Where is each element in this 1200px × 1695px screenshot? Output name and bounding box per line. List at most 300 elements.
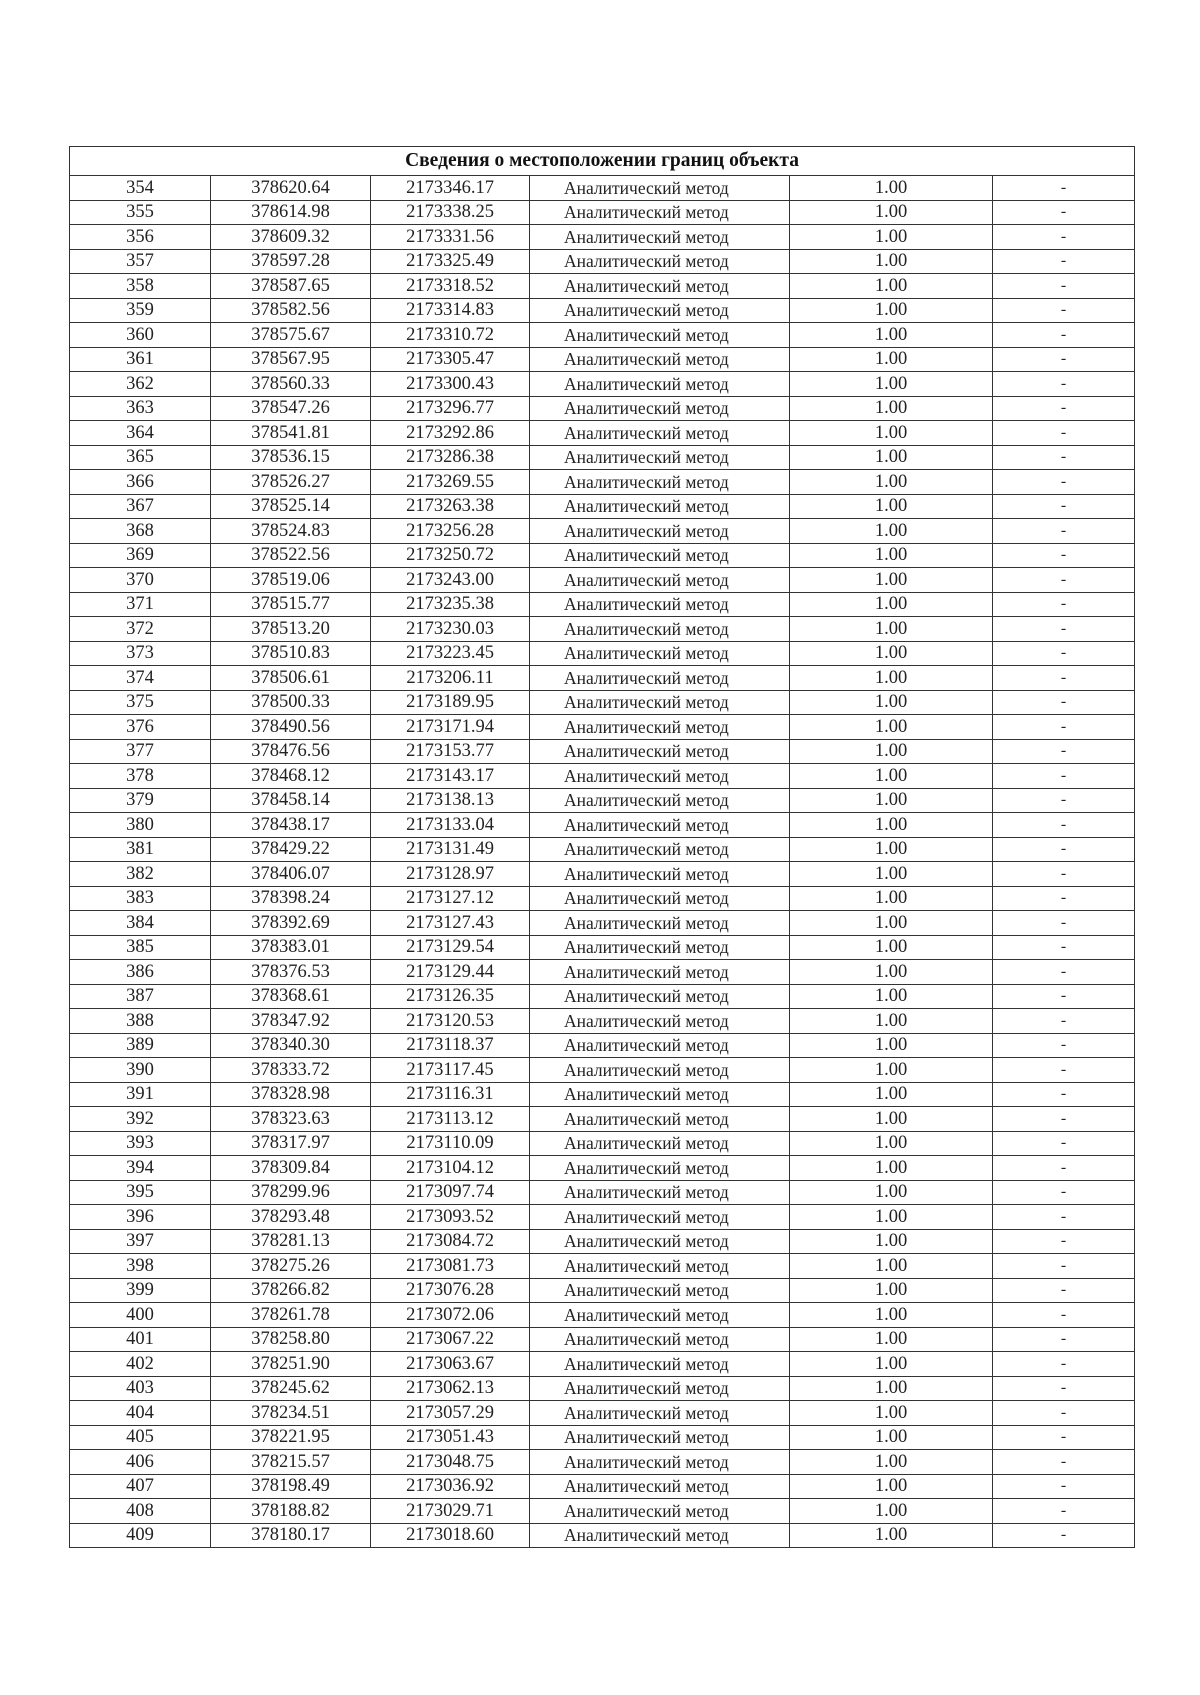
note-cell: - [993,1205,1135,1230]
method-cell: Аналитический метод [530,1254,790,1279]
y-coordinate-cell: 2173113.12 [371,1107,530,1132]
x-coordinate-cell: 378347.92 [211,1009,371,1034]
accuracy-cell: 1.00 [790,715,993,740]
point-number-cell: 400 [70,1303,211,1328]
x-coordinate-cell: 378522.56 [211,543,371,568]
point-number-cell: 386 [70,960,211,985]
point-number-cell: 374 [70,666,211,691]
y-coordinate-cell: 2173256.28 [371,519,530,544]
y-coordinate-cell: 2173110.09 [371,1131,530,1156]
x-coordinate-cell: 378317.97 [211,1131,371,1156]
point-number-cell: 378 [70,764,211,789]
accuracy-cell: 1.00 [790,372,993,397]
y-coordinate-cell: 2173250.72 [371,543,530,568]
table-row [70,396,1135,421]
note-cell: - [993,1009,1135,1034]
y-coordinate-cell: 2173120.53 [371,1009,530,1034]
point-number-cell: 358 [70,274,211,299]
x-coordinate-cell: 378620.64 [211,176,371,201]
y-coordinate-cell: 2173029.71 [371,1499,530,1524]
table-row [70,1009,1135,1034]
method-cell: Аналитический метод [530,1180,790,1205]
y-coordinate-cell: 2173314.83 [371,298,530,323]
x-coordinate-cell: 378500.33 [211,690,371,715]
point-number-cell: 371 [70,592,211,617]
x-coordinate-cell: 378293.48 [211,1205,371,1230]
method-cell: Аналитический метод [530,1009,790,1034]
accuracy-cell: 1.00 [790,1376,993,1401]
point-number-cell: 365 [70,445,211,470]
accuracy-cell: 1.00 [790,543,993,568]
table-row [70,739,1135,764]
note-cell: - [993,1156,1135,1181]
point-number-cell: 375 [70,690,211,715]
table-row [70,1229,1135,1254]
x-coordinate-cell: 378180.17 [211,1523,371,1548]
table-row [70,1474,1135,1499]
accuracy-cell: 1.00 [790,470,993,495]
accuracy-cell: 1.00 [790,1425,993,1450]
method-cell: Аналитический метод [530,543,790,568]
method-cell: Аналитический метод [530,396,790,421]
method-cell: Аналитический метод [530,935,790,960]
point-number-cell: 373 [70,641,211,666]
method-cell: Аналитический метод [530,690,790,715]
method-cell: Аналитический метод [530,1401,790,1426]
point-number-cell: 399 [70,1278,211,1303]
y-coordinate-cell: 2173127.12 [371,886,530,911]
table-row [70,617,1135,642]
table-body [70,176,1135,1548]
x-coordinate-cell: 378261.78 [211,1303,371,1328]
note-cell: - [993,421,1135,446]
method-cell: Аналитический метод [530,666,790,691]
y-coordinate-cell: 2173126.35 [371,984,530,1009]
note-cell: - [993,739,1135,764]
accuracy-cell: 1.00 [790,298,993,323]
accuracy-cell: 1.00 [790,1229,993,1254]
note-cell: - [993,617,1135,642]
accuracy-cell: 1.00 [790,739,993,764]
x-coordinate-cell: 378221.95 [211,1425,371,1450]
x-coordinate-cell: 378251.90 [211,1352,371,1377]
table-row [70,225,1135,250]
y-coordinate-cell: 2173129.54 [371,935,530,960]
x-coordinate-cell: 378536.15 [211,445,371,470]
y-coordinate-cell: 2173325.49 [371,249,530,274]
accuracy-cell: 1.00 [790,494,993,519]
table-row [70,323,1135,348]
table-row [70,494,1135,519]
y-coordinate-cell: 2173081.73 [371,1254,530,1279]
point-number-cell: 367 [70,494,211,519]
method-cell: Аналитический метод [530,1450,790,1475]
note-cell: - [993,519,1135,544]
y-coordinate-cell: 2173051.43 [371,1425,530,1450]
y-coordinate-cell: 2173072.06 [371,1303,530,1328]
y-coordinate-cell: 2173129.44 [371,960,530,985]
accuracy-cell: 1.00 [790,1082,993,1107]
point-number-cell: 366 [70,470,211,495]
method-cell: Аналитический метод [530,1278,790,1303]
table-row [70,274,1135,299]
x-coordinate-cell: 378198.49 [211,1474,371,1499]
x-coordinate-cell: 378519.06 [211,568,371,593]
note-cell: - [993,1425,1135,1450]
y-coordinate-cell: 2173018.60 [371,1523,530,1548]
table-row [70,1450,1135,1475]
method-cell: Аналитический метод [530,739,790,764]
note-cell: - [993,813,1135,838]
method-cell: Аналитический метод [530,1523,790,1548]
y-coordinate-cell: 2173318.52 [371,274,530,299]
y-coordinate-cell: 2173206.11 [371,666,530,691]
table-title: Сведения о местоположении границ объекта [70,147,1135,176]
table-row [70,1327,1135,1352]
point-number-cell: 403 [70,1376,211,1401]
method-cell: Аналитический метод [530,470,790,495]
x-coordinate-cell: 378340.30 [211,1033,371,1058]
table-row [70,911,1135,936]
accuracy-cell: 1.00 [790,176,993,201]
note-cell: - [993,445,1135,470]
note-cell: - [993,764,1135,789]
note-cell: - [993,1058,1135,1083]
note-cell: - [993,1523,1135,1548]
note-cell: - [993,176,1135,201]
point-number-cell: 379 [70,788,211,813]
accuracy-cell: 1.00 [790,396,993,421]
point-number-cell: 396 [70,1205,211,1230]
point-number-cell: 392 [70,1107,211,1132]
note-cell: - [993,249,1135,274]
table-row [70,813,1135,838]
method-cell: Аналитический метод [530,1499,790,1524]
x-coordinate-cell: 378234.51 [211,1401,371,1426]
note-cell: - [993,274,1135,299]
note-cell: - [993,347,1135,372]
accuracy-cell: 1.00 [790,1180,993,1205]
note-cell: - [993,837,1135,862]
accuracy-cell: 1.00 [790,862,993,887]
point-number-cell: 404 [70,1401,211,1426]
x-coordinate-cell: 378582.56 [211,298,371,323]
y-coordinate-cell: 2173300.43 [371,372,530,397]
table-row [70,543,1135,568]
accuracy-cell: 1.00 [790,323,993,348]
y-coordinate-cell: 2173305.47 [371,347,530,372]
x-coordinate-cell: 378188.82 [211,1499,371,1524]
method-cell: Аналитический метод [530,617,790,642]
method-cell: Аналитический метод [530,494,790,519]
method-cell: Аналитический метод [530,764,790,789]
point-number-cell: 359 [70,298,211,323]
x-coordinate-cell: 378299.96 [211,1180,371,1205]
point-number-cell: 387 [70,984,211,1009]
x-coordinate-cell: 378215.57 [211,1450,371,1475]
x-coordinate-cell: 378266.82 [211,1278,371,1303]
note-cell: - [993,1278,1135,1303]
method-cell: Аналитический метод [530,1156,790,1181]
note-cell: - [993,862,1135,887]
accuracy-cell: 1.00 [790,1058,993,1083]
x-coordinate-cell: 378245.62 [211,1376,371,1401]
accuracy-cell: 1.00 [790,1107,993,1132]
y-coordinate-cell: 2173048.75 [371,1450,530,1475]
y-coordinate-cell: 2173116.31 [371,1082,530,1107]
note-cell: - [993,960,1135,985]
y-coordinate-cell: 2173143.17 [371,764,530,789]
method-cell: Аналитический метод [530,1425,790,1450]
accuracy-cell: 1.00 [790,1009,993,1034]
y-coordinate-cell: 2173153.77 [371,739,530,764]
y-coordinate-cell: 2173235.38 [371,592,530,617]
x-coordinate-cell: 378323.63 [211,1107,371,1132]
y-coordinate-cell: 2173104.12 [371,1156,530,1181]
y-coordinate-cell: 2173230.03 [371,617,530,642]
method-cell: Аналитический метод [530,1376,790,1401]
x-coordinate-cell: 378398.24 [211,886,371,911]
note-cell: - [993,225,1135,250]
x-coordinate-cell: 378281.13 [211,1229,371,1254]
table-row [70,935,1135,960]
accuracy-cell: 1.00 [790,837,993,862]
method-cell: Аналитический метод [530,274,790,299]
note-cell: - [993,984,1135,1009]
point-number-cell: 380 [70,813,211,838]
table-row [70,568,1135,593]
accuracy-cell: 1.00 [790,1278,993,1303]
note-cell: - [993,1352,1135,1377]
note-cell: - [993,396,1135,421]
note-cell: - [993,568,1135,593]
accuracy-cell: 1.00 [790,1450,993,1475]
y-coordinate-cell: 2173097.74 [371,1180,530,1205]
table-row [70,764,1135,789]
method-cell: Аналитический метод [530,1474,790,1499]
note-cell: - [993,788,1135,813]
accuracy-cell: 1.00 [790,935,993,960]
table-row [70,298,1135,323]
method-cell: Аналитический метод [530,813,790,838]
point-number-cell: 354 [70,176,211,201]
table-row [70,470,1135,495]
x-coordinate-cell: 378438.17 [211,813,371,838]
x-coordinate-cell: 378458.14 [211,788,371,813]
note-cell: - [993,1499,1135,1524]
y-coordinate-cell: 2173296.77 [371,396,530,421]
accuracy-cell: 1.00 [790,1499,993,1524]
note-cell: - [993,1082,1135,1107]
x-coordinate-cell: 378506.61 [211,666,371,691]
table-row [70,837,1135,862]
y-coordinate-cell: 2173171.94 [371,715,530,740]
y-coordinate-cell: 2173131.49 [371,837,530,862]
point-number-cell: 376 [70,715,211,740]
boundary-table [69,146,1135,1548]
note-cell: - [993,543,1135,568]
accuracy-cell: 1.00 [790,641,993,666]
point-number-cell: 370 [70,568,211,593]
method-cell: Аналитический метод [530,1229,790,1254]
method-cell: Аналитический метод [530,445,790,470]
x-coordinate-cell: 378525.14 [211,494,371,519]
table-row [70,1107,1135,1132]
method-cell: Аналитический метод [530,200,790,225]
table-row [70,1180,1135,1205]
table-row [70,1205,1135,1230]
accuracy-cell: 1.00 [790,788,993,813]
x-coordinate-cell: 378376.53 [211,960,371,985]
y-coordinate-cell: 2173063.67 [371,1352,530,1377]
point-number-cell: 393 [70,1131,211,1156]
table-row [70,1131,1135,1156]
table-row [70,1278,1135,1303]
note-cell: - [993,1450,1135,1475]
accuracy-cell: 1.00 [790,666,993,691]
point-number-cell: 362 [70,372,211,397]
table-row [70,176,1135,201]
y-coordinate-cell: 2173127.43 [371,911,530,936]
point-number-cell: 397 [70,1229,211,1254]
table-row [70,347,1135,372]
x-coordinate-cell: 378328.98 [211,1082,371,1107]
table-row [70,1254,1135,1279]
table-row [70,1082,1135,1107]
y-coordinate-cell: 2173223.45 [371,641,530,666]
x-coordinate-cell: 378275.26 [211,1254,371,1279]
x-coordinate-cell: 378513.20 [211,617,371,642]
y-coordinate-cell: 2173036.92 [371,1474,530,1499]
x-coordinate-cell: 378429.22 [211,837,371,862]
accuracy-cell: 1.00 [790,225,993,250]
accuracy-cell: 1.00 [790,519,993,544]
note-cell: - [993,1254,1135,1279]
note-cell: - [993,690,1135,715]
x-coordinate-cell: 378490.56 [211,715,371,740]
table-row [70,862,1135,887]
x-coordinate-cell: 378392.69 [211,911,371,936]
y-coordinate-cell: 2173310.72 [371,323,530,348]
table-row [70,372,1135,397]
note-cell: - [993,1303,1135,1328]
accuracy-cell: 1.00 [790,1327,993,1352]
note-cell: - [993,372,1135,397]
accuracy-cell: 1.00 [790,1131,993,1156]
accuracy-cell: 1.00 [790,592,993,617]
accuracy-cell: 1.00 [790,1523,993,1548]
y-coordinate-cell: 2173128.97 [371,862,530,887]
table-row [70,592,1135,617]
accuracy-cell: 1.00 [790,568,993,593]
x-coordinate-cell: 378597.28 [211,249,371,274]
point-number-cell: 383 [70,886,211,911]
accuracy-cell: 1.00 [790,1401,993,1426]
x-coordinate-cell: 378476.56 [211,739,371,764]
point-number-cell: 385 [70,935,211,960]
note-cell: - [993,470,1135,495]
method-cell: Аналитический метод [530,788,790,813]
y-coordinate-cell: 2173269.55 [371,470,530,495]
point-number-cell: 356 [70,225,211,250]
table-row [70,715,1135,740]
method-cell: Аналитический метод [530,1303,790,1328]
point-number-cell: 401 [70,1327,211,1352]
accuracy-cell: 1.00 [790,960,993,985]
point-number-cell: 364 [70,421,211,446]
method-cell: Аналитический метод [530,1033,790,1058]
point-number-cell: 391 [70,1082,211,1107]
method-cell: Аналитический метод [530,347,790,372]
table-row [70,984,1135,1009]
method-cell: Аналитический метод [530,519,790,544]
accuracy-cell: 1.00 [790,1205,993,1230]
method-cell: Аналитический метод [530,1131,790,1156]
point-number-cell: 402 [70,1352,211,1377]
method-cell: Аналитический метод [530,862,790,887]
table-row [70,690,1135,715]
method-cell: Аналитический метод [530,421,790,446]
y-coordinate-cell: 2173093.52 [371,1205,530,1230]
method-cell: Аналитический метод [530,960,790,985]
accuracy-cell: 1.00 [790,1156,993,1181]
point-number-cell: 390 [70,1058,211,1083]
method-cell: Аналитический метод [530,323,790,348]
method-cell: Аналитический метод [530,298,790,323]
method-cell: Аналитический метод [530,372,790,397]
method-cell: Аналитический метод [530,1205,790,1230]
accuracy-cell: 1.00 [790,1474,993,1499]
point-number-cell: 363 [70,396,211,421]
note-cell: - [993,298,1135,323]
table-row [70,1033,1135,1058]
point-number-cell: 372 [70,617,211,642]
method-cell: Аналитический метод [530,568,790,593]
point-number-cell: 361 [70,347,211,372]
table-row [70,1523,1135,1548]
y-coordinate-cell: 2173286.38 [371,445,530,470]
note-cell: - [993,1474,1135,1499]
accuracy-cell: 1.00 [790,764,993,789]
y-coordinate-cell: 2173263.38 [371,494,530,519]
accuracy-cell: 1.00 [790,200,993,225]
x-coordinate-cell: 378309.84 [211,1156,371,1181]
table-row [70,1425,1135,1450]
accuracy-cell: 1.00 [790,445,993,470]
method-cell: Аналитический метод [530,1058,790,1083]
table-title-row [70,147,1135,176]
table-row [70,960,1135,985]
x-coordinate-cell: 378567.95 [211,347,371,372]
y-coordinate-cell: 2173076.28 [371,1278,530,1303]
table-row [70,1156,1135,1181]
y-coordinate-cell: 2173133.04 [371,813,530,838]
method-cell: Аналитический метод [530,1352,790,1377]
table-row [70,666,1135,691]
table-row [70,249,1135,274]
x-coordinate-cell: 378526.27 [211,470,371,495]
y-coordinate-cell: 2173067.22 [371,1327,530,1352]
note-cell: - [993,592,1135,617]
accuracy-cell: 1.00 [790,347,993,372]
accuracy-cell: 1.00 [790,274,993,299]
x-coordinate-cell: 378560.33 [211,372,371,397]
y-coordinate-cell: 2173331.56 [371,225,530,250]
point-number-cell: 381 [70,837,211,862]
accuracy-cell: 1.00 [790,984,993,1009]
point-number-cell: 360 [70,323,211,348]
y-coordinate-cell: 2173057.29 [371,1401,530,1426]
